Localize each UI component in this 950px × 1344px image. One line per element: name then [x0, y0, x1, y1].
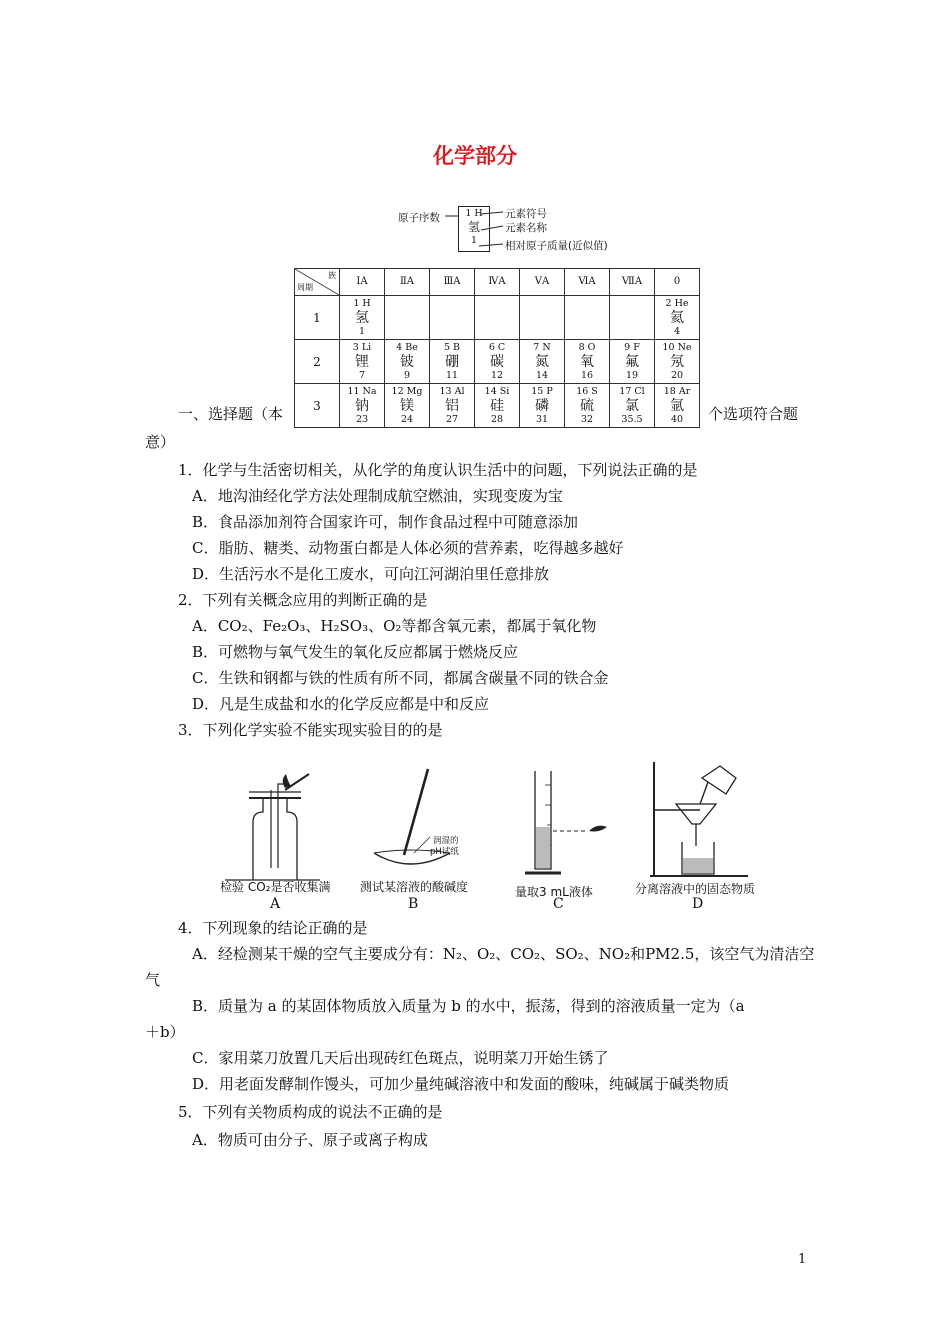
legend-mass: 相对原子质量(近似值): [505, 240, 608, 252]
group-header: ⅦA: [610, 269, 655, 296]
element-cell: 7 N 氮 14: [520, 340, 565, 384]
q2-stem: 2．下列有关概念应用的判断正确的是: [178, 591, 428, 609]
element-cell: 9 F 氟 19: [610, 340, 655, 384]
q4-option-a: A．经检测某干燥的空气主要成分有：N₂、O₂、CO₂、SO₂、NO₂和PM2.5，该空气为清洁空: [192, 945, 815, 963]
empty-cell: [520, 296, 565, 340]
element-cell: 14 Si 硅 28: [475, 384, 520, 428]
group-header: ⅤA: [520, 269, 565, 296]
element-cell: 2 He 氦 4: [655, 296, 700, 340]
header-diagonal-cell: [295, 269, 339, 295]
page-title: 化学部分: [433, 144, 517, 168]
element-cell: 12 Mg 镁 24: [385, 384, 430, 428]
q4-option-a-cont: 气: [145, 971, 161, 989]
figure-b-caption: 测试某溶液的酸碱度: [360, 880, 469, 894]
q4-stem: 4．下列现象的结论正确的是: [178, 919, 368, 937]
element-cell: 15 P 磷 31: [520, 384, 565, 428]
group-header: ⅠA: [340, 269, 385, 296]
q1-option-a: A．地沟油经化学方法处理制成航空燃油，实现变废为宝: [192, 487, 563, 505]
figure-c-cylinder: [515, 765, 615, 885]
group-header: 0: [655, 269, 700, 296]
page-number: 1: [798, 1252, 807, 1267]
empty-cell: [430, 296, 475, 340]
group-header: ⅢA: [430, 269, 475, 296]
q3-stem: 3．下列化学实验不能实现实验目的的是: [178, 721, 443, 739]
legend-pointer-lines: [445, 206, 513, 252]
period-row-1: [295, 296, 700, 340]
figure-c-letter: C: [553, 896, 564, 912]
figure-b-letter: B: [408, 896, 419, 912]
legend-box-name: 氢: [467, 220, 480, 234]
figure-d-letter: D: [692, 896, 704, 912]
element-cell: 13 Al 铝 27: [430, 384, 475, 428]
group-header: ⅡA: [385, 269, 430, 296]
q2-option-d: D．凡是生成盐和水的化学反应都是中和反应: [192, 695, 490, 713]
empty-cell: [385, 296, 430, 340]
period-row-3: [295, 384, 700, 428]
empty-cell: [610, 296, 655, 340]
element-cell: 18 Ar 氩 40: [655, 384, 700, 428]
figure-d-caption: 分离溶液中的固态物质: [635, 882, 756, 896]
ph-paper-label-1: 润湿的: [433, 836, 459, 846]
figure-a-gas-bottle: [225, 768, 325, 883]
q5-option-a: A．物质可由分子、原子或离子构成: [192, 1131, 428, 1149]
q2-option-b: B．可燃物与氧气发生的氧化反应都属于燃烧反应: [192, 643, 519, 661]
period-number: 3: [295, 384, 340, 428]
periodic-table-header: [295, 269, 700, 296]
group-header: ⅥA: [565, 269, 610, 296]
q1-option-b: B．食品添加剂符合国家许可，制作食品过程中可随意添加: [192, 513, 579, 531]
q4-option-d: D．用老面发酵制作馒头，可加少量纯碱溶液中和发面的酸味，纯碱属于碱类物质: [192, 1075, 730, 1093]
q4-option-b-cont: ＋b）: [145, 1023, 185, 1041]
empty-cell: [565, 296, 610, 340]
q5-stem: 5．下列有关物质构成的说法不正确的是: [178, 1103, 443, 1121]
q1-option-d: D．生活污水不是化工废水，可向江河湖泊里任意排放: [192, 565, 550, 583]
element-cell: 5 B 硼 11: [430, 340, 475, 384]
element-cell: 3 Li 锂 7: [340, 340, 385, 384]
element-cell: 16 S 硫 32: [565, 384, 610, 428]
element-cell: 8 O 氧 16: [565, 340, 610, 384]
legend-name: 元素名称: [505, 222, 547, 234]
periodic-table: [294, 268, 700, 428]
q2-option-c: C．生铁和钢都与铁的性质有所不同，都属含碳量不同的铁合金: [192, 669, 609, 687]
legend-symbol: 元素符号: [505, 208, 547, 220]
element-cell: 17 Cl 氯 35.5: [610, 384, 655, 428]
element-cell: 11 Na 钠 23: [340, 384, 385, 428]
q1-option-c: C．脂肪、糖类、动物蛋白都是人体必须的营养素，吃得越多越好: [192, 539, 624, 557]
q4-option-c: C．家用菜刀放置几天后出现砖红色斑点，说明菜刀开始生锈了: [192, 1049, 609, 1067]
element-cell: 10 Ne 氖 20: [655, 340, 700, 384]
figure-a-letter: A: [270, 896, 281, 912]
figure-b-ph-test: [370, 765, 480, 880]
section-heading-left: 一、选择题（本: [178, 405, 284, 423]
figure-a-caption: 检验 CO₂是否收集满: [220, 880, 331, 894]
legend-atomic-number: 原子序数: [398, 212, 440, 224]
period-number: 1: [295, 296, 340, 340]
element-cell: 6 C 碳 12: [475, 340, 520, 384]
element-cell: 1 H 氢 1: [340, 296, 385, 340]
ph-paper-label-2: pH试纸: [430, 847, 459, 857]
legend-box-symbol: 1 H: [465, 208, 483, 219]
period-label: 周期: [297, 283, 313, 292]
empty-cell: [475, 296, 520, 340]
figure-d-filtration: [640, 758, 755, 880]
figure-c-caption: 量取3 mL液体: [515, 885, 593, 899]
group-label: 族: [328, 271, 336, 280]
element-cell: 4 Be 铍 9: [385, 340, 430, 384]
section-heading-right: 个选项符合题: [708, 405, 799, 423]
q1-stem: 1．化学与生活密切相关，从化学的角度认识生活中的问题，下列说法正确的是: [178, 461, 698, 479]
section-heading-cont: 意）: [145, 433, 176, 451]
group-header: ⅣA: [475, 269, 520, 296]
period-number: 2: [295, 340, 340, 384]
q4-option-b: B．质量为 a 的某固体物质放入质量为 b 的水中，振荡，得到的溶液质量一定为（a: [192, 997, 745, 1015]
period-row-2: [295, 340, 700, 384]
legend-box-mass: 1: [470, 235, 478, 246]
q2-option-a: A．CO₂、Fe₂O₃、H₂SO₃、O₂等都含氧元素，都属于氧化物: [192, 617, 597, 635]
